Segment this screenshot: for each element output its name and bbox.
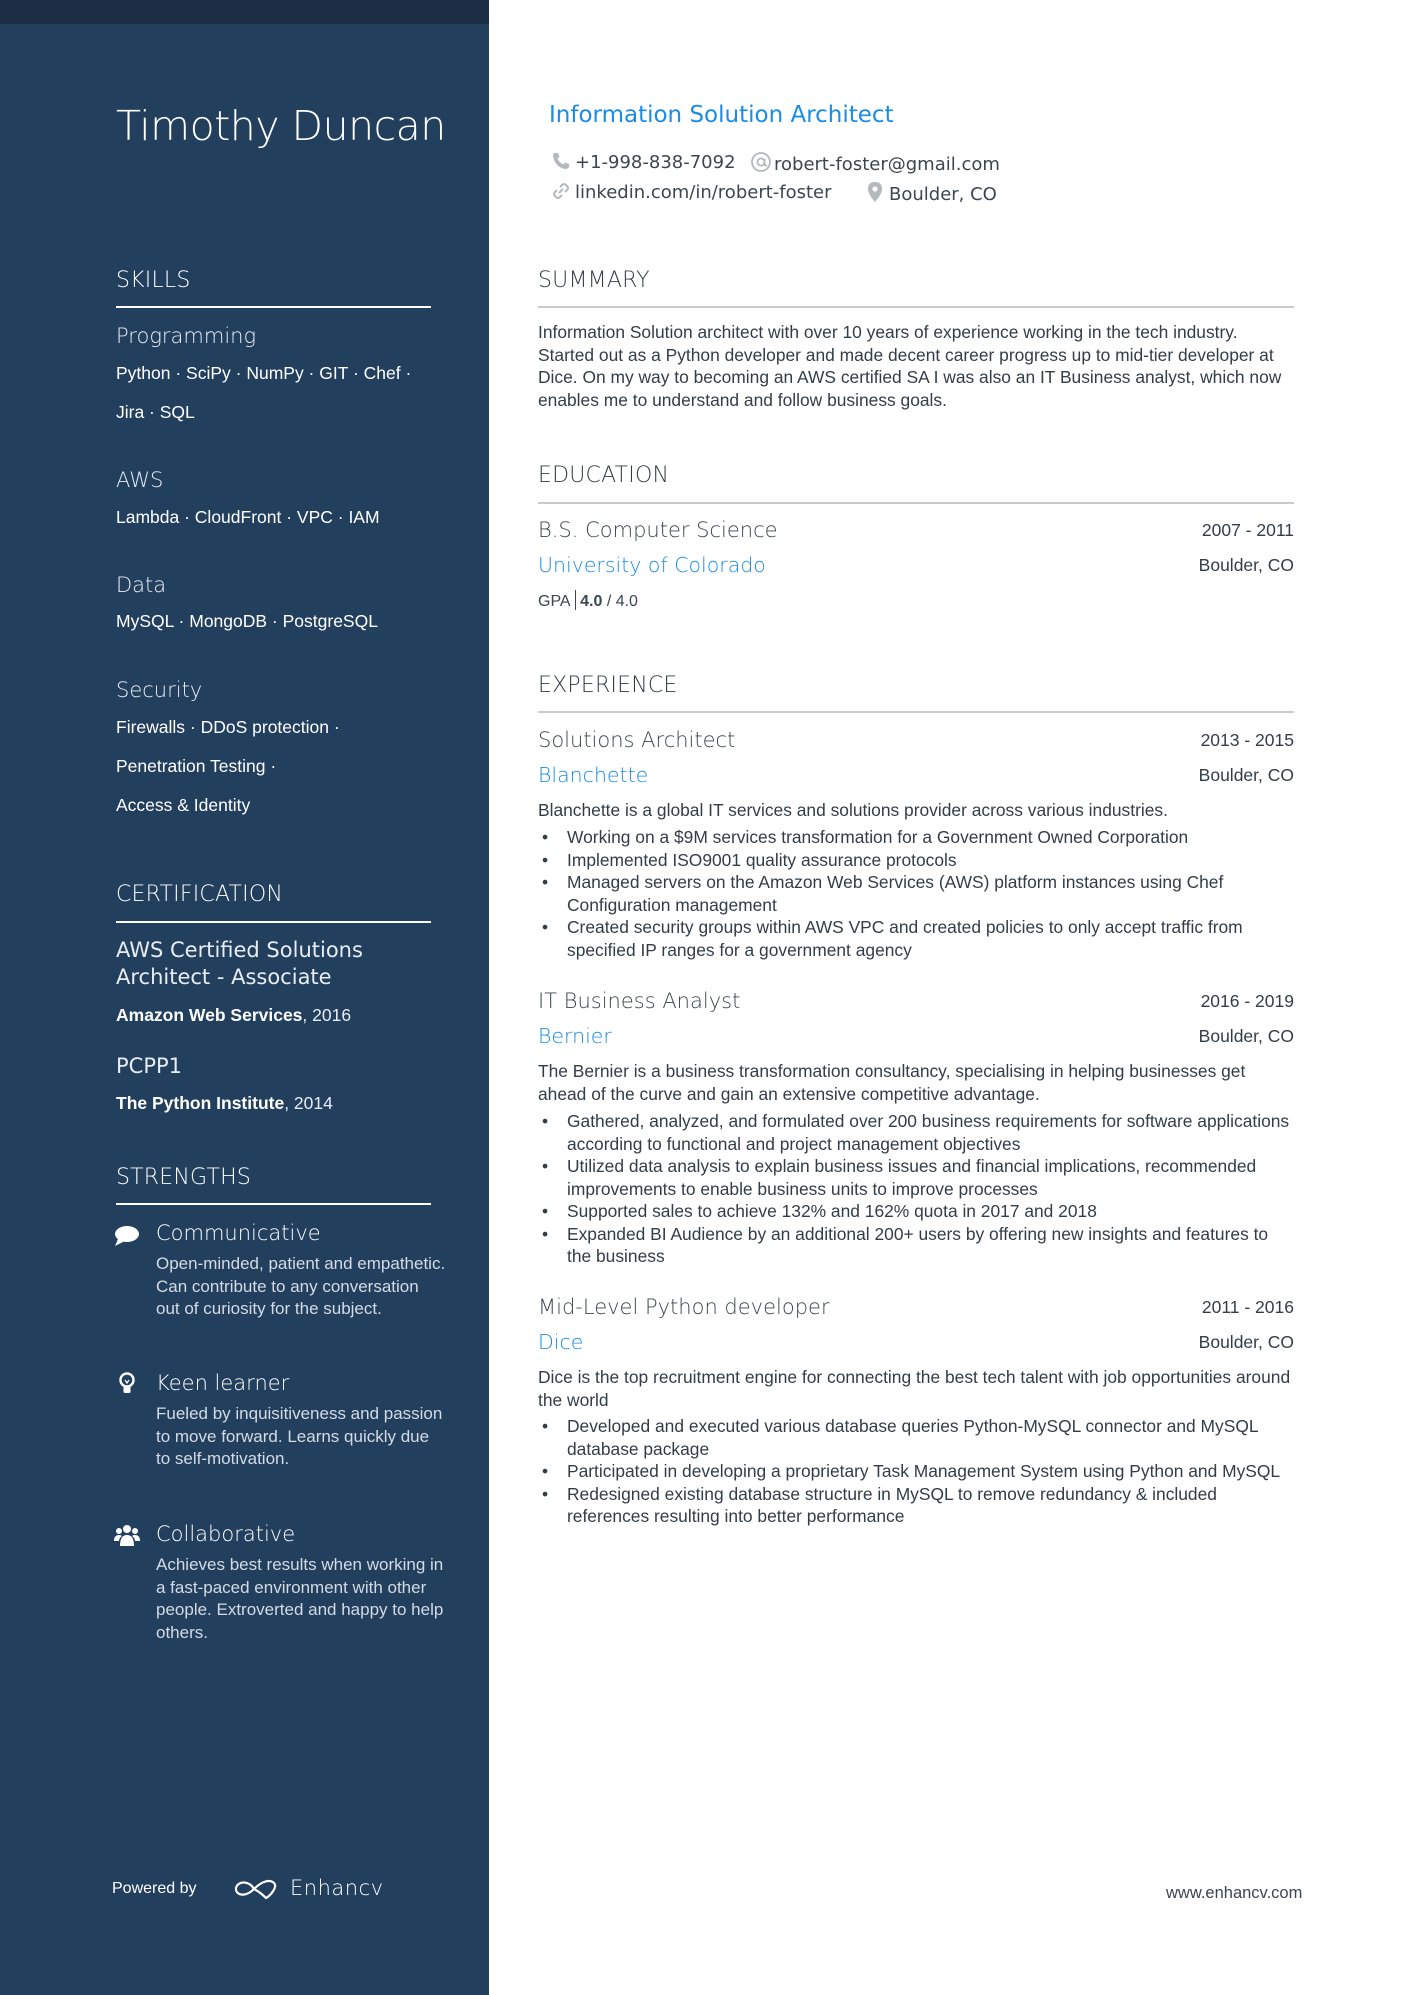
school-name[interactable]: University of Colorado	[538, 553, 766, 577]
skill-group-title: Security	[116, 678, 203, 702]
skills-divider	[116, 306, 431, 308]
map-pin-icon	[867, 181, 885, 201]
education-dates: 2007 - 2011	[1201, 520, 1294, 540]
education-heading: EDUCATION	[538, 463, 670, 488]
enhancv-brand[interactable]: Enhancv	[290, 1876, 384, 1900]
sidebar-top-strip	[0, 0, 489, 24]
skill-tags: Lambda · CloudFront · VPC · IAM	[116, 507, 380, 527]
lightbulb-icon	[118, 1372, 144, 1394]
skill-tags: Penetration Testing ·	[116, 756, 277, 776]
skills-heading: SKILLS	[116, 268, 191, 293]
job-bullet: • Participated in developing a proprietary Task Management System using Python and MySQL	[538, 1460, 1296, 1483]
job-bullet: • Gathered, analyzed, and formulated over 200 business requirements for software applications according to functional and project management objectives	[538, 1110, 1296, 1155]
job-bullet: • Created security groups within AWS VPC and created policies to only accept traffic from specified IP ranges for a government agency	[538, 916, 1296, 961]
certification-divider	[116, 921, 431, 923]
education-location: Boulder, CO	[1198, 555, 1294, 575]
summary-divider	[538, 306, 1294, 308]
job-bullet: • Expanded BI Audience by an additional 200+ users by offering new insights and features to the business	[538, 1223, 1296, 1268]
job-dates: 2013 - 2015	[1200, 730, 1294, 750]
job-bullet: • Supported sales to achieve 132% and 162% quota in 2017 and 2018	[538, 1200, 1296, 1223]
email[interactable]: robert-foster@gmail.com	[750, 151, 1000, 176]
skill-tags: Python · SciPy · NumPy · GIT · Chef ·	[116, 363, 412, 383]
summary-heading: SUMMARY	[538, 268, 650, 293]
sidebar	[0, 0, 489, 1995]
certification-issuer: Amazon Web Services, 2016	[116, 1005, 352, 1025]
link-icon	[551, 181, 571, 201]
job-bullets	[538, 1415, 1296, 1528]
strength-description: Achieves best results when working in a fast-paced environment with other people. Extroverted and happy to help others.	[156, 1555, 444, 1642]
job-company[interactable]: Bernier	[538, 1024, 612, 1048]
skill-group-title: AWS	[116, 468, 164, 492]
certification-issuer: The Python Institute, 2014	[116, 1093, 333, 1113]
certification-title: AWS Certified Solutions Architect - Associate	[116, 938, 363, 989]
job-bullet: • Utilized data analysis to explain business issues and financial implications, recommended improvements to enable business units to improve processes	[538, 1155, 1296, 1200]
strengths-heading: STRENGTHS	[116, 1165, 252, 1190]
job-bullets	[538, 1110, 1296, 1268]
users-group-icon	[114, 1524, 140, 1546]
speech-bubble-icon	[114, 1225, 140, 1247]
certification-heading: CERTIFICATION	[116, 882, 284, 907]
job-bullet: • Implemented ISO9001 quality assurance protocols	[538, 849, 1296, 872]
location: Boulder, CO	[867, 181, 997, 206]
strength-description: Fueled by inquisitiveness and passion to move forward. Learns quickly due to self-motivation.	[156, 1404, 443, 1468]
job-bullet: • Redesigned existing database structure in MySQL to remove redundancy & included references resulting into better performance	[538, 1483, 1296, 1528]
strength-title: Collaborative	[156, 1522, 296, 1546]
strength-title: Keen learner	[156, 1371, 290, 1395]
phone[interactable]: +1-998-838-7092	[551, 151, 736, 174]
skill-group-title: Programming	[116, 324, 257, 348]
powered-by-label: Powered by	[112, 1880, 197, 1897]
summary-text: Information Solution architect with over 10 years of experience working in the tech industry. Started out as a Python developer and made decent career progress up to mid-tier developer at Dice. On my way to becoming an AWS certified SA I was also an IT Business analyst, which now enables me to understand and follow business goals.	[538, 322, 1282, 410]
job-role: Solutions Architect	[538, 728, 736, 752]
job-dates: 2011 - 2016	[1201, 1297, 1294, 1317]
job-description: Blanchette is a global IT services and solutions provider across various industries.	[538, 800, 1168, 820]
job-company[interactable]: Dice	[538, 1330, 584, 1354]
skill-group-title: Data	[116, 573, 167, 597]
at-sign-icon	[750, 151, 770, 171]
job-bullet: • Developed and executed various database queries Python-MySQL connector and MySQL database package	[538, 1415, 1296, 1460]
gpa: GPA 4.0 / 4.0	[538, 590, 638, 612]
linkedin[interactable]: linkedin.com/in/robert-foster	[551, 181, 832, 204]
strengths-divider	[116, 1203, 431, 1205]
strength-title: Communicative	[156, 1221, 321, 1245]
job-bullet: • Managed servers on the Amazon Web Services (AWS) platform instances using Chef Configuration management	[538, 871, 1296, 916]
skill-tags: Jira · SQL	[116, 402, 195, 422]
experience-heading: EXPERIENCE	[538, 673, 678, 698]
candidate-name: Timothy Duncan	[116, 102, 446, 150]
job-location: Boulder, CO	[1198, 765, 1294, 785]
experience-divider	[538, 711, 1294, 713]
job-title: Information Solution Architect	[549, 102, 894, 128]
job-description: The Bernier is a business transformation consultancy, specialising in helping businesses get ahead of the curve and gain an extensive competitive advantage.	[538, 1061, 1246, 1104]
skill-tags: Firewalls · DDoS protection ·	[116, 717, 340, 737]
skill-tags: Access & Identity	[116, 795, 251, 815]
job-description: Dice is the top recruitment engine for connecting the best tech talent with job opportunities around the world	[538, 1367, 1291, 1410]
job-bullets	[538, 826, 1296, 961]
strength-description: Open-minded, patient and empathetic. Can contribute to any conversation out of curiosity for the subject.	[156, 1254, 446, 1318]
job-role: Mid-Level Python developer	[538, 1295, 830, 1319]
job-dates: 2016 - 2019	[1200, 991, 1294, 1011]
job-location: Boulder, CO	[1198, 1026, 1294, 1046]
certification-title: PCPP1	[116, 1054, 183, 1078]
job-location: Boulder, CO	[1198, 1332, 1294, 1352]
education-divider	[538, 502, 1294, 504]
job-role: IT Business Analyst	[538, 989, 741, 1013]
phone-icon	[551, 151, 571, 171]
footer-website-link[interactable]: www.enhancv.com	[1166, 1884, 1303, 1902]
job-company[interactable]: Blanchette	[538, 763, 649, 787]
enhancv-logo-icon[interactable]	[232, 1876, 280, 1902]
degree: B.S. Computer Science	[538, 518, 778, 542]
skill-tags: MySQL · MongoDB · PostgreSQL	[116, 611, 378, 631]
job-bullet: • Working on a $9M services transformation for a Government Owned Corporation	[538, 826, 1296, 849]
